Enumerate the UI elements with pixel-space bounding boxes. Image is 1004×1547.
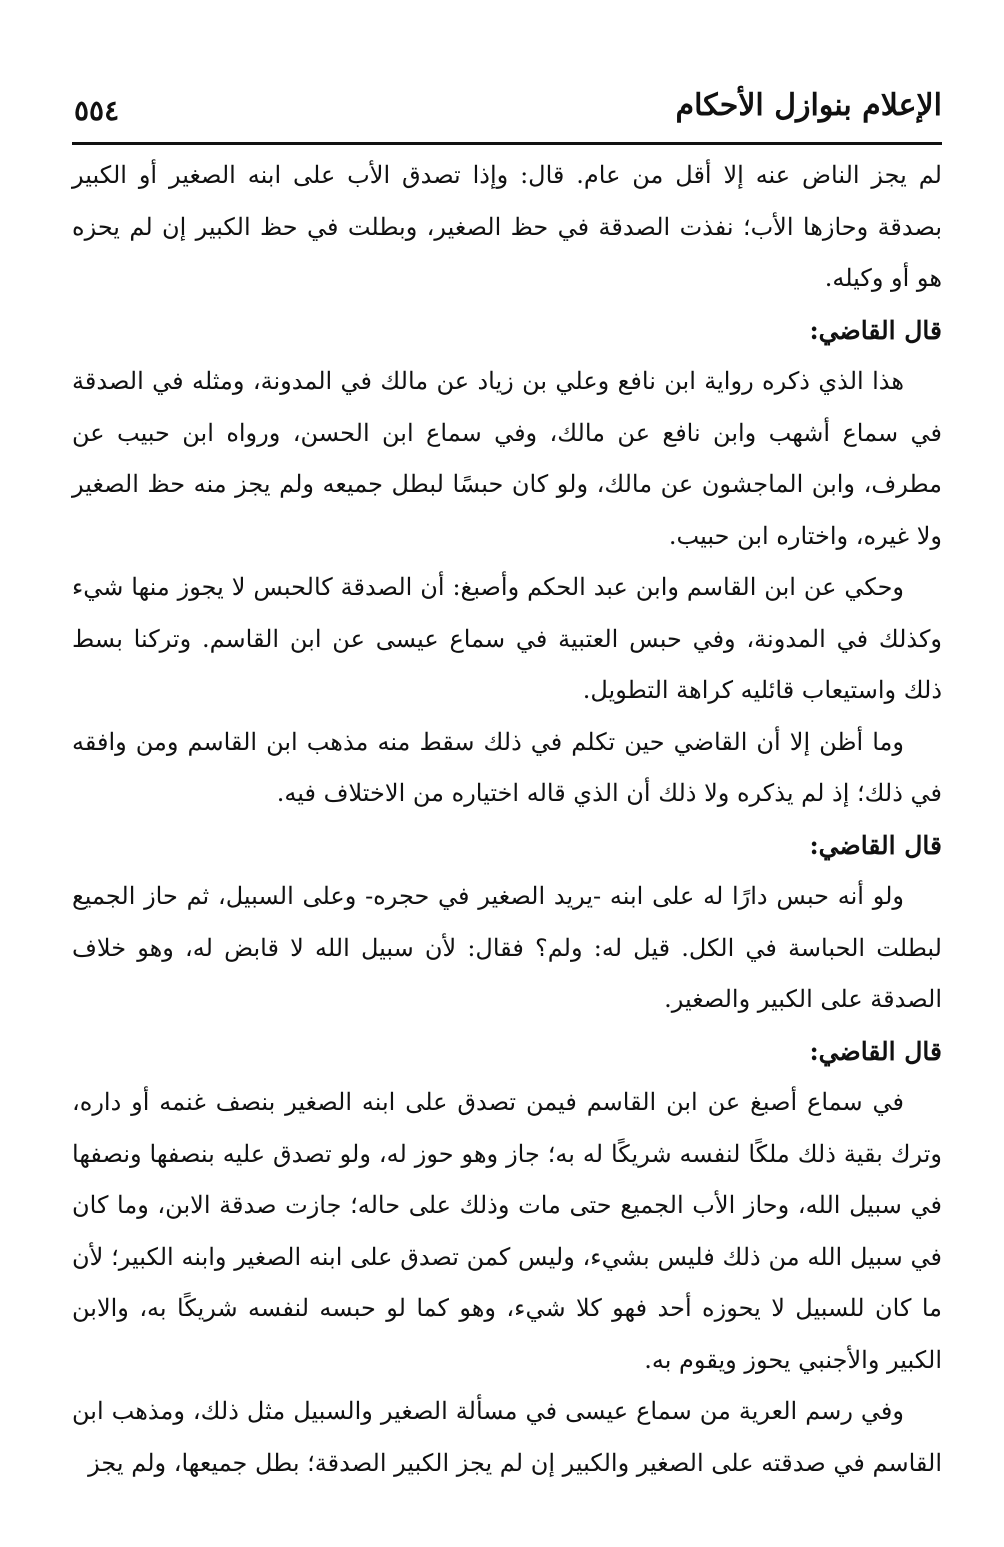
page-header [72, 0, 942, 150]
running-title: الإعلام بنوازل الأحكام [675, 88, 942, 123]
paragraph: في سماع أصبغ عن ابن القاسم فيمن تصدق على ابنه الصغير بنصف غنمه أو داره، وترك بقية ذلك ملكًا لنفسه شريكًا له به؛ جاز وهو حوز له، ولو تصدق عليه بنصفها ونصفها في سبيل الله، وحاز الأب الجميع حتى مات وذلك على حاله؛ جازت صدقة الابن، وما كان في سبيل الله من ذلك فليس بشيء، وليس كمن تصدق على ابنه الصغير وابنه الكبير؛ لأن ما كان للسبيل لا يحوزه أحد فهو كلا شيء، وهو كما لو حبسه لنفسه شريكًا به، والابن الكبير والأجنبي يحوز ويقوم به. [72, 1088, 942, 1374]
section-heading: قال القاضي: [809, 1036, 942, 1066]
section-heading: قال القاضي: [809, 830, 942, 860]
header-rule [72, 142, 942, 145]
paragraph: لم يجز الناض عنه إلا أقل من عام. قال: وإذا تصدق الأب على ابنه الصغير أو الكبير بصدقة وحازها الأب؛ نفذت الصدقة في حظ الصغير، وبطلت في حظ الكبير إن لم يحزه هو أو وكيله. [72, 161, 942, 292]
page-number: ٥٥٤ [74, 94, 120, 127]
paragraph: وما أظن إلا أن القاضي حين تكلم في ذلك سقط منه مذهب ابن القاسم ومن وافقه في ذلك؛ إذ لم يذكره ولا ذلك أن الذي قاله اختياره من الاختلاف فيه. [72, 727, 942, 807]
paragraph: ولو أنه حبس دارًا له على ابنه -يريد الصغير في حجره- وعلى السبيل، ثم حاز الجميع لبطلت الحباسة في الكل. قيل له: ولم؟ فقال: لأن سبيل الله لا قابض له، وهو خلاف الصدقة على الكبير والصغير. [72, 882, 942, 1013]
paragraph: هذا الذي ذكره رواية ابن نافع وعلي بن زياد عن مالك في المدونة، ومثله في الصدقة في سماع أشهب وابن نافع عن مالك، وفي سماع ابن الحسن، ورواه ابن حبيب عن مطرف، وابن الماجشون عن مالك، ولو كان حبسًا لبطل جميعه ولم يجز منه حظ الصغير ولا غيره، واختاره ابن حبيب. [72, 367, 942, 550]
section-heading: قال القاضي: [809, 315, 942, 345]
body-text [72, 150, 942, 1489]
paragraph: وفي رسم العرية من سماع عيسى في مسألة الصغير والسبيل مثل ذلك، ومذهب ابن القاسم في صدقته على الصغير والكبير إن لم يجز الكبير الصدقة؛ بطل جميعها، ولم يجز [72, 1397, 942, 1477]
paragraph: وحكي عن ابن القاسم وابن عبد الحكم وأصبغ: أن الصدقة كالحبس لا يجوز منها شيء وكذلك في المدونة، وفي حبس العتبية في سماع عيسى عن ابن القاسم. وتركنا بسط ذلك واستيعاب قائليه كراهة التطويل. [72, 573, 942, 704]
